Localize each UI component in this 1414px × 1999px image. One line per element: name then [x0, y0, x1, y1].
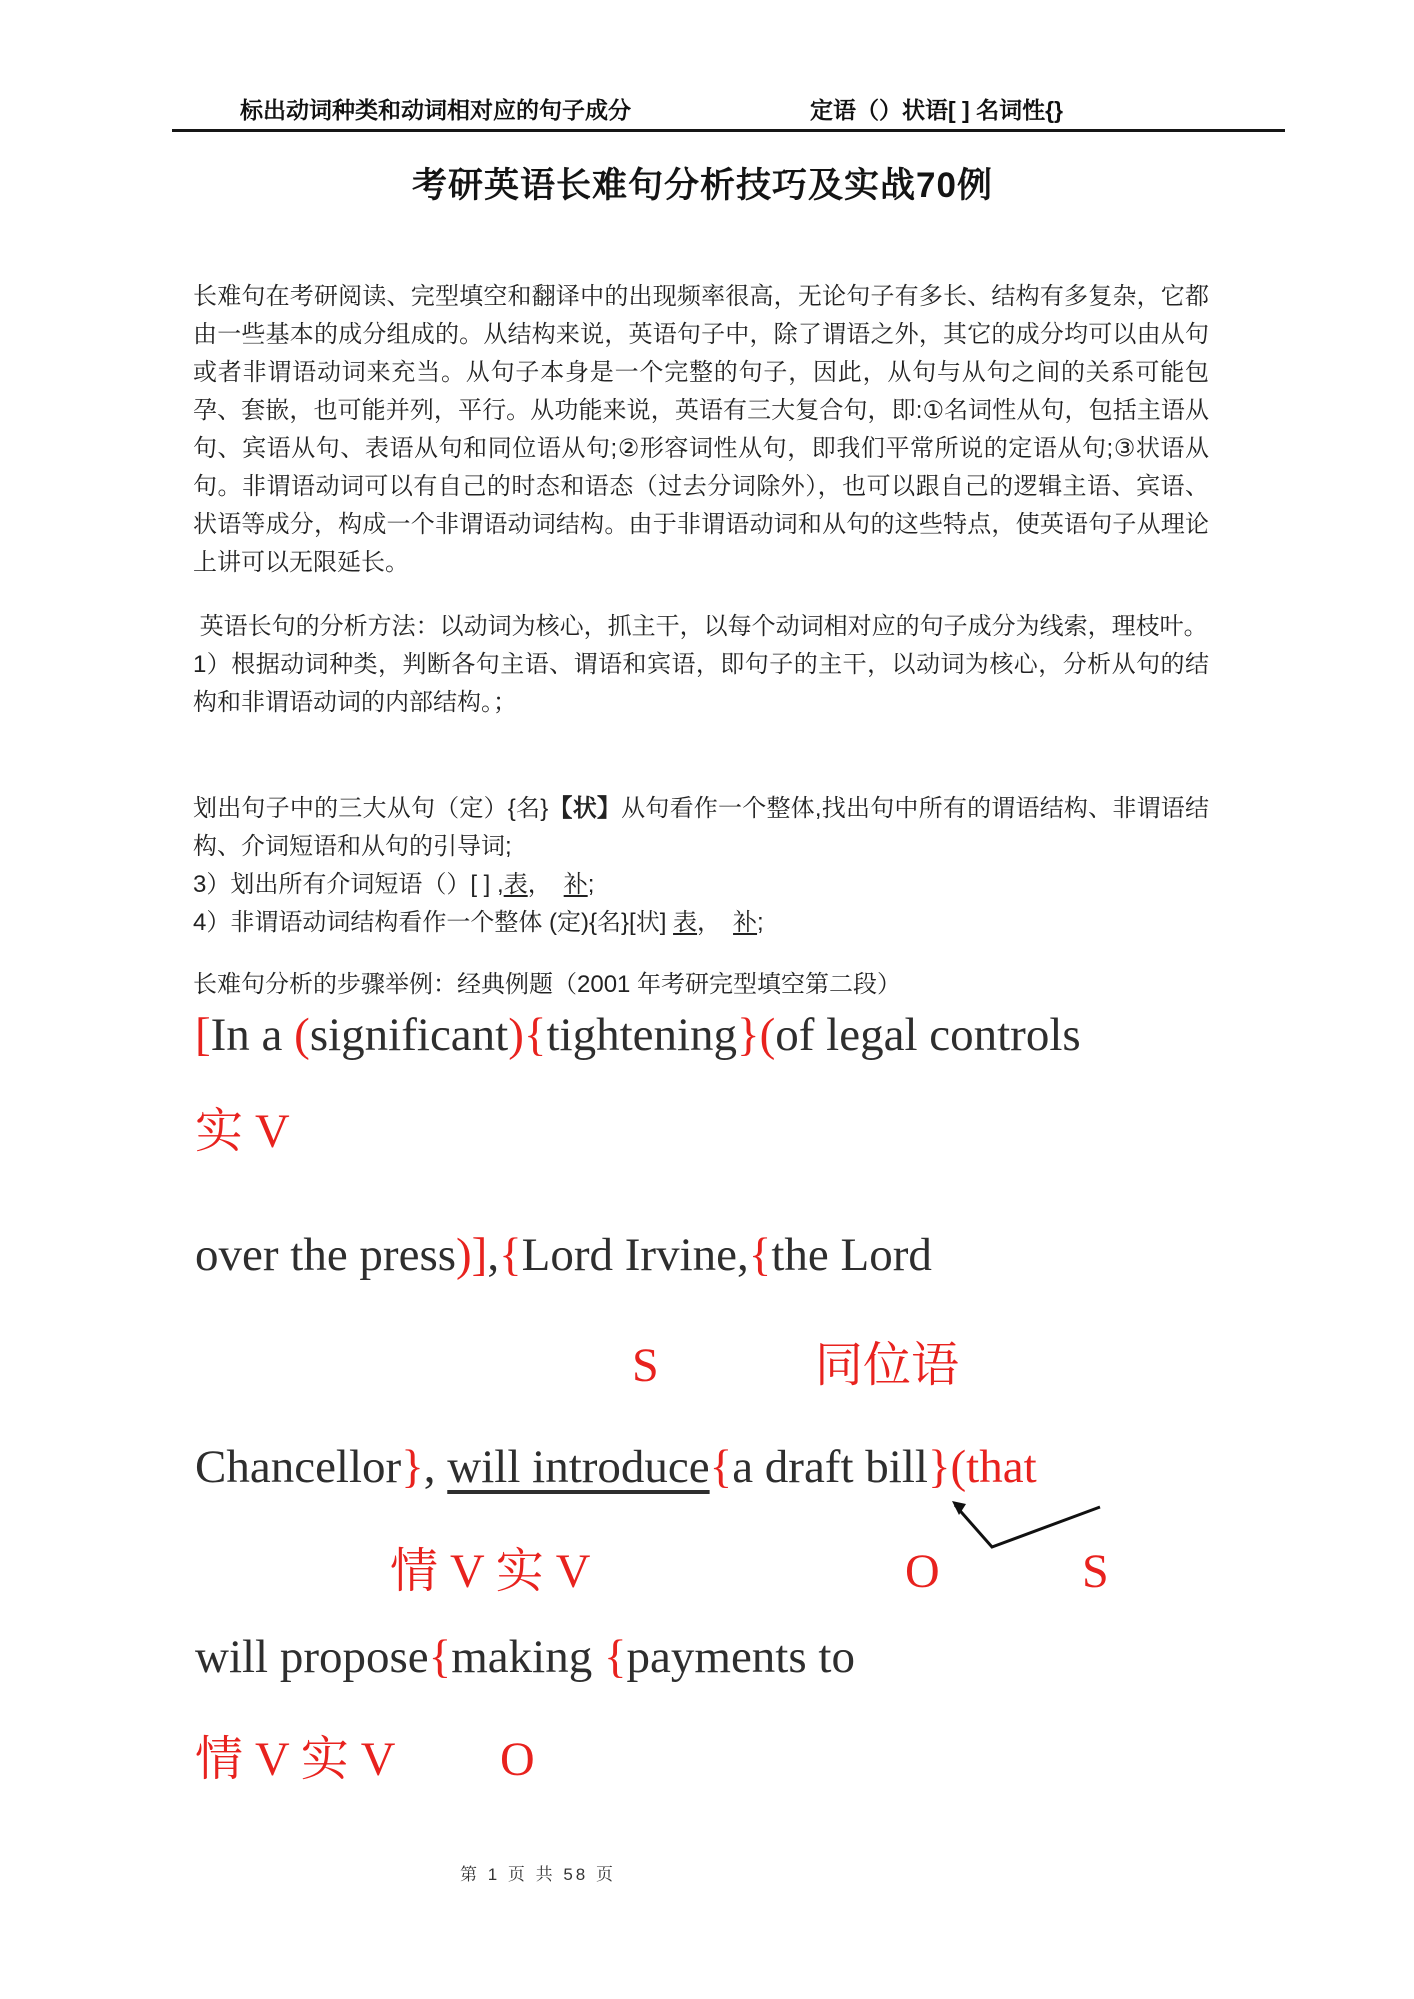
example-heading: 长难句分析的步骤举例：经典例题（2001 年考研完型填空第二段） [193, 971, 902, 998]
steps-block [193, 790, 1209, 942]
step-3: 3）划出所有介词短语（）[ ] ,表， 补; [193, 871, 595, 898]
page-title: 考研英语长难句分析技巧及实战70例 [412, 166, 993, 205]
intro-paragraph [193, 278, 1209, 582]
header-left-text: 标出动词种类和动词相对应的句子成分 [240, 97, 631, 123]
sentence-line-4: will propose{making {payments to [195, 1631, 855, 1683]
annotation-object-2: O [500, 1733, 535, 1786]
method-intro: 英语长句的分析方法：以动词为核心，抓主干，以每个动词相对应的句子成分为线索，理枝叶。 [193, 613, 1208, 640]
annotation-modal-real-verb-2: 情 V 实 V [195, 1733, 396, 1786]
annotation-modal-real-verb: 情 V 实 V [390, 1545, 591, 1598]
step-1: 1）根据动词种类，判断各句主语、谓语和宾语，即句子的主干，以动词为核心，分析从句的结构和非谓语动词的内部结构。； [193, 651, 1209, 716]
annotation-that-subject: S [1082, 1545, 1109, 1598]
sentence-line-3: Chancellor}, will introduce{a draft bill}(that [195, 1441, 1037, 1493]
annotation-apposition: 同位语 [815, 1339, 960, 1392]
intro-text: 长难句在考研阅读、完型填空和翻译中的出现频率很高，无论句子有多长、结构有多复杂，它都由一些基本的成分组成的。从结构来说，英语句子中，除了谓语之外，其它的成分均可以由从句或者非谓语动词来充当。从句子本身是一个完整的句子，因此，从句与从句之间的关系可能包孕、套嵌，也可能并列，平行。从功能来说，英语有三大复合句，即:①名词性从句，包括主语从句、宾语从句、表语从句和同位语从句;②形容词性从句，即我们平常所说的定语从句;③状语从句。非谓语动词可以有自己的时态和语态（过去分词除外），也可以跟自己的逻辑主语、宾语、状语等成分，构成一个非谓语动词结构。由于非谓语动词和从句的这些特点，使英语句子从理论上讲可以无限延长。 [193, 283, 1209, 576]
annotation-subject: S [632, 1339, 659, 1392]
method-block [193, 608, 1209, 722]
annotation-object: O [905, 1545, 940, 1598]
header-legend-text: 定语（）状语[ ] 名词性{} [810, 97, 1063, 123]
step-2: 划出句子中的三大从句（定）{名}【状】从句看作一个整体,找出句中所有的谓语结构、非谓语结构、介词短语和从句的引导词; [193, 795, 1210, 860]
sentence-line-2: over the press)],{Lord Irvine,{the Lord [195, 1229, 932, 1281]
header-rule [172, 129, 1285, 132]
step-4: 4）非谓语动词结构看作一个整体 (定){名}[状] 表， 补; [193, 909, 764, 936]
sentence-line-1: [In a (significant){tightening}(of legal controls [195, 1009, 1081, 1061]
annotation-real-verb: 实 V [195, 1105, 290, 1158]
page-number-footer: 第 1 页 共 58 页 [460, 1865, 616, 1884]
